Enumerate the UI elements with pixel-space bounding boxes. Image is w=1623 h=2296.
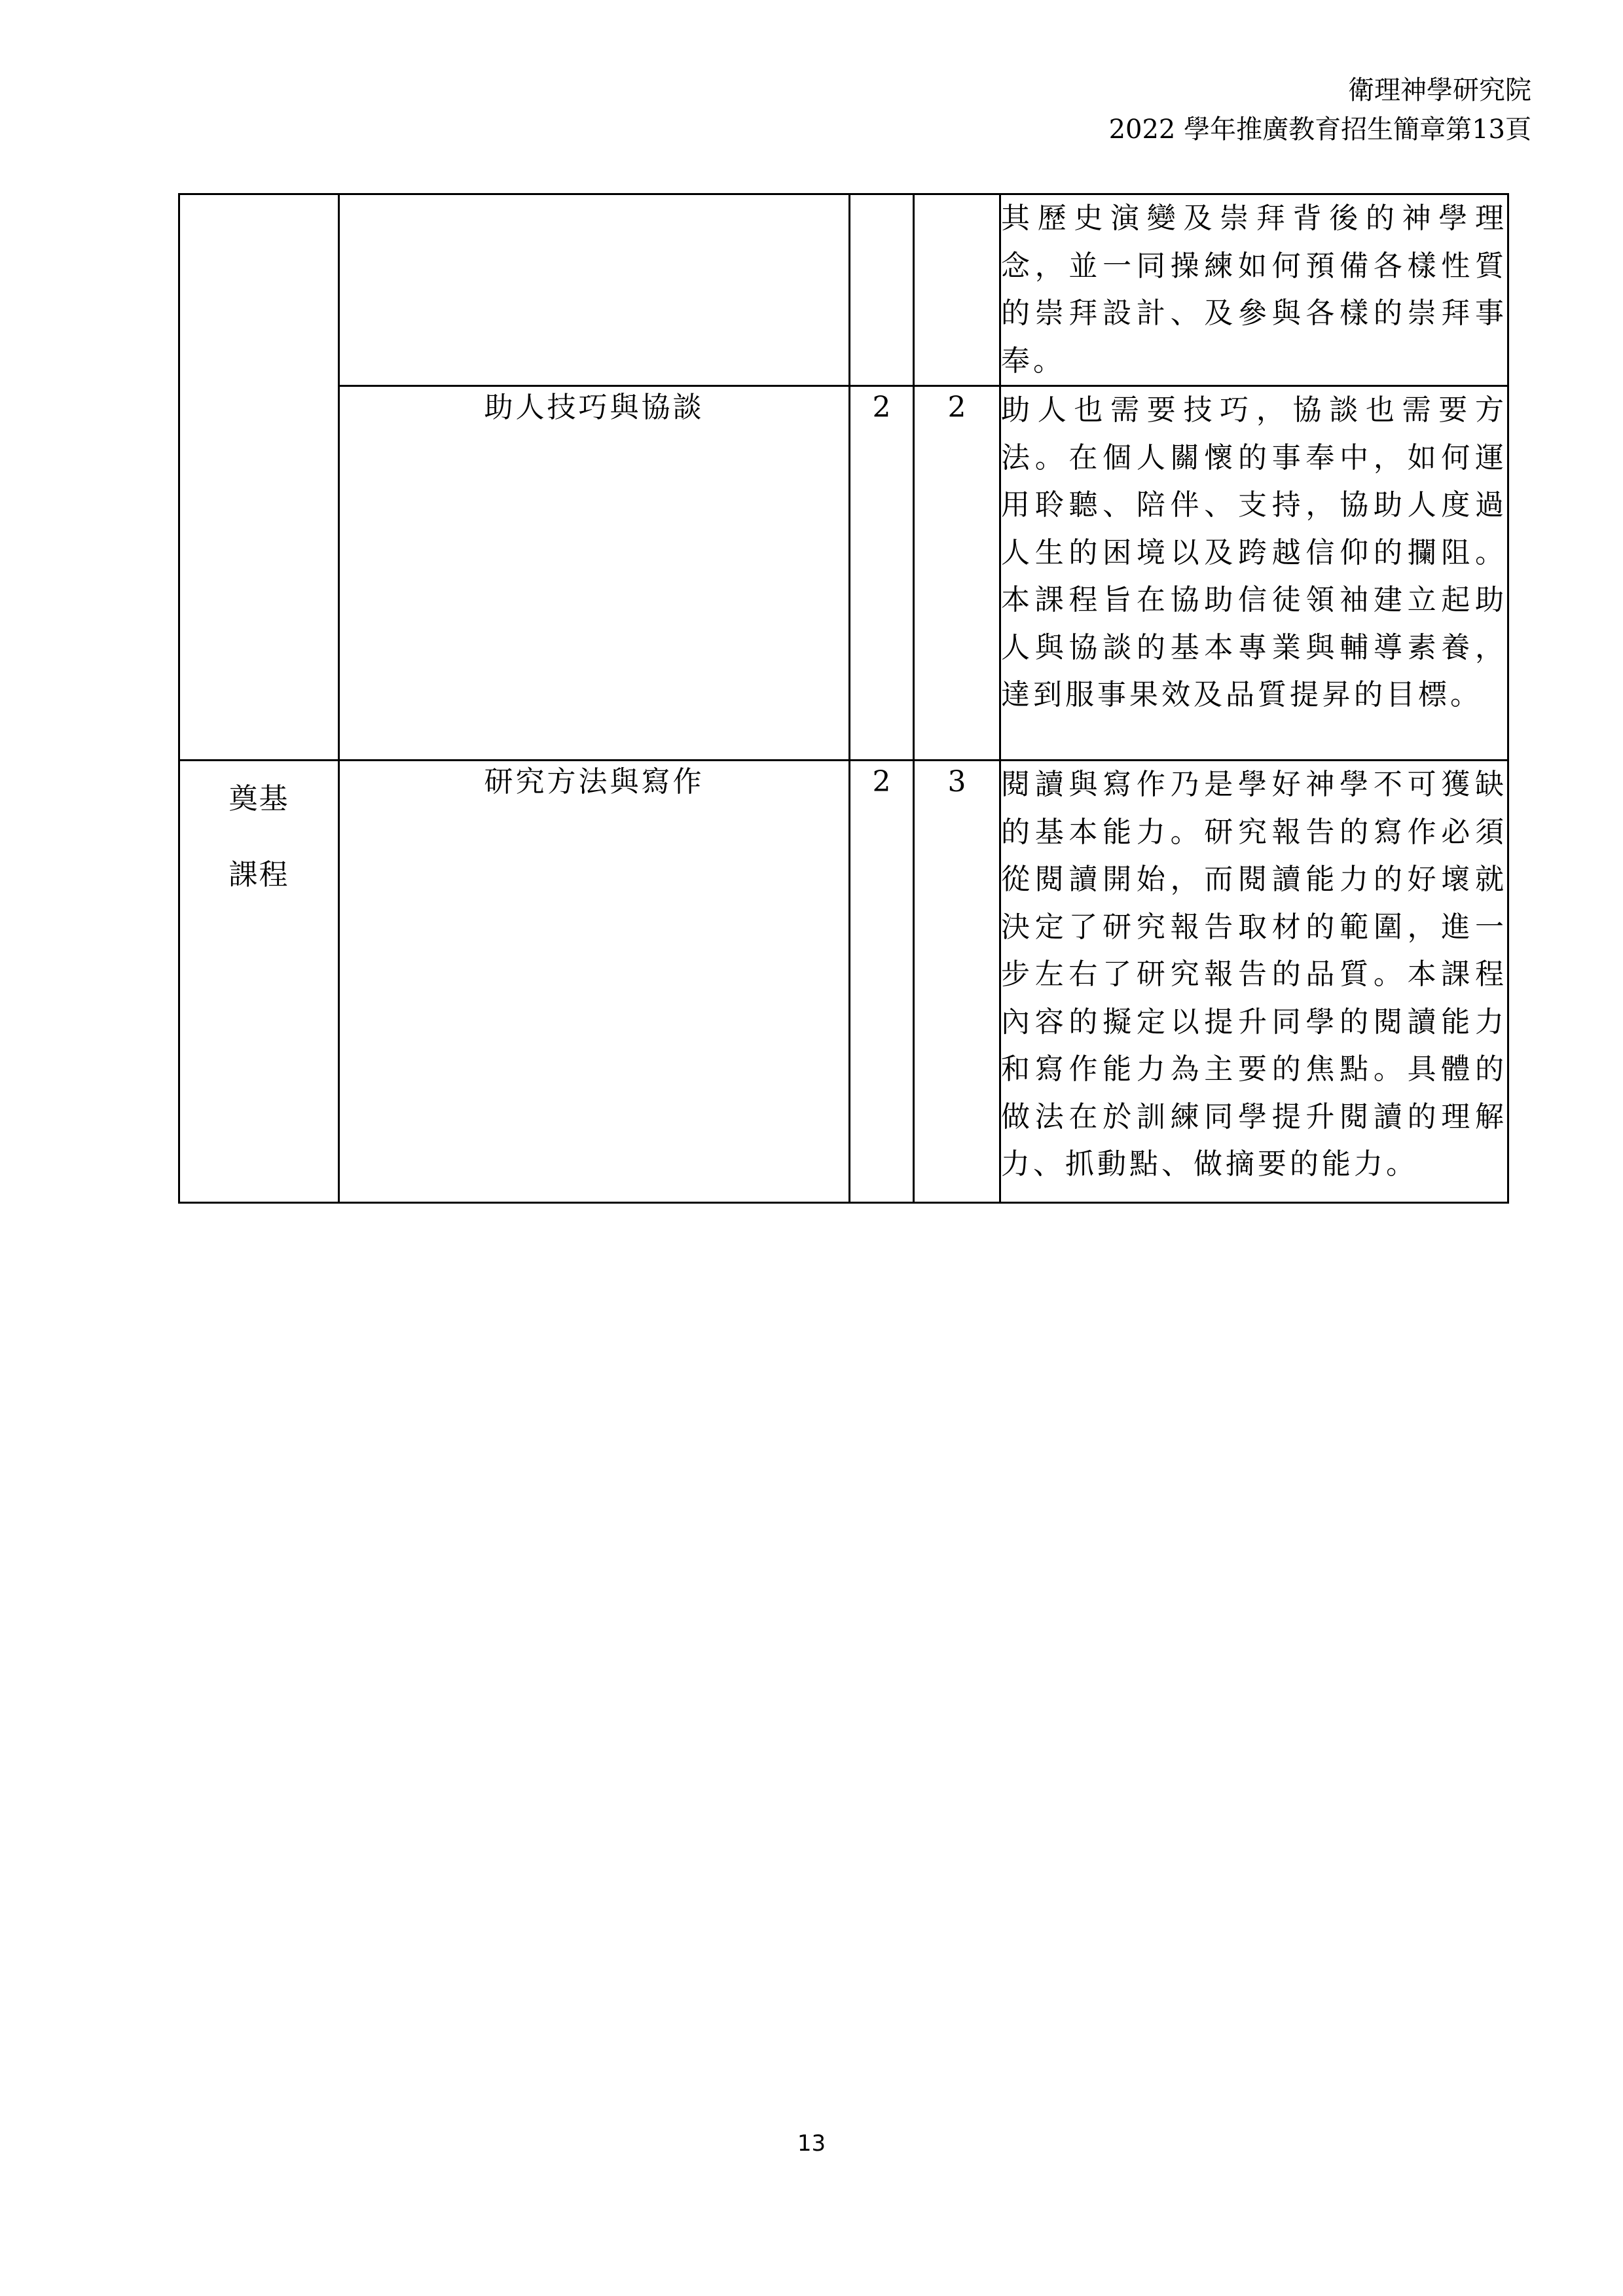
page-number: 13 [797,2130,826,2157]
course-table [178,193,1509,1204]
course-name: 助人技巧與協談 [339,386,850,761]
hours-value [914,194,1000,386]
hours-value: 3 [914,761,1000,1203]
hours-value: 2 [914,386,1000,761]
course-description: 助人也需要技巧，協談也需要方法。在個人關懷的事奉中，如何運用聆聽、陪伴、支持，協助人度過人生的困境以及跨越信仰的攔阻。本課程旨在協助信徒領袖建立起助人與協談的基本專業與輔導素養，達到服事果效及品質提昇的目標。 [1000,386,1508,761]
category-label: 課程 [228,858,289,891]
institution-name: 衛理神學研究院 [1348,75,1531,105]
category-cell [179,194,339,761]
category-label: 奠基 [228,782,289,816]
course-description: 閱讀與寫作乃是學好神學不可獲缺的基本能力。研究報告的寫作必須從閱讀開始，而閱讀能力的好壞就決定了研究報告取材的範圍，進一步左右了研究報告的品質。本課程內容的擬定以提升同學的閱讀能力和寫作能力為主要的焦點。具體的做法在於訓練同學提升閱讀的理解力、抓動點、做摘要的能力。 [1000,761,1508,1203]
course-name: 研究方法與寫作 [339,761,850,1203]
table-row [179,194,1508,386]
course-name [339,194,850,386]
page-header [1109,71,1531,149]
credit-value: 2 [850,761,914,1203]
table-row [179,761,1508,1203]
credit-value: 2 [850,386,914,761]
credit-value [850,194,914,386]
course-description: 其歷史演變及崇拜背後的神學理念，並一同操練如何預備各樣性質的崇拜設計、及參與各樣的崇拜事奉。 [1000,194,1508,386]
table-row [179,386,1508,761]
category-cell [179,761,339,1203]
brochure-subtitle: 2022 學年推廣教育招生簡章第13頁 [1108,115,1531,145]
